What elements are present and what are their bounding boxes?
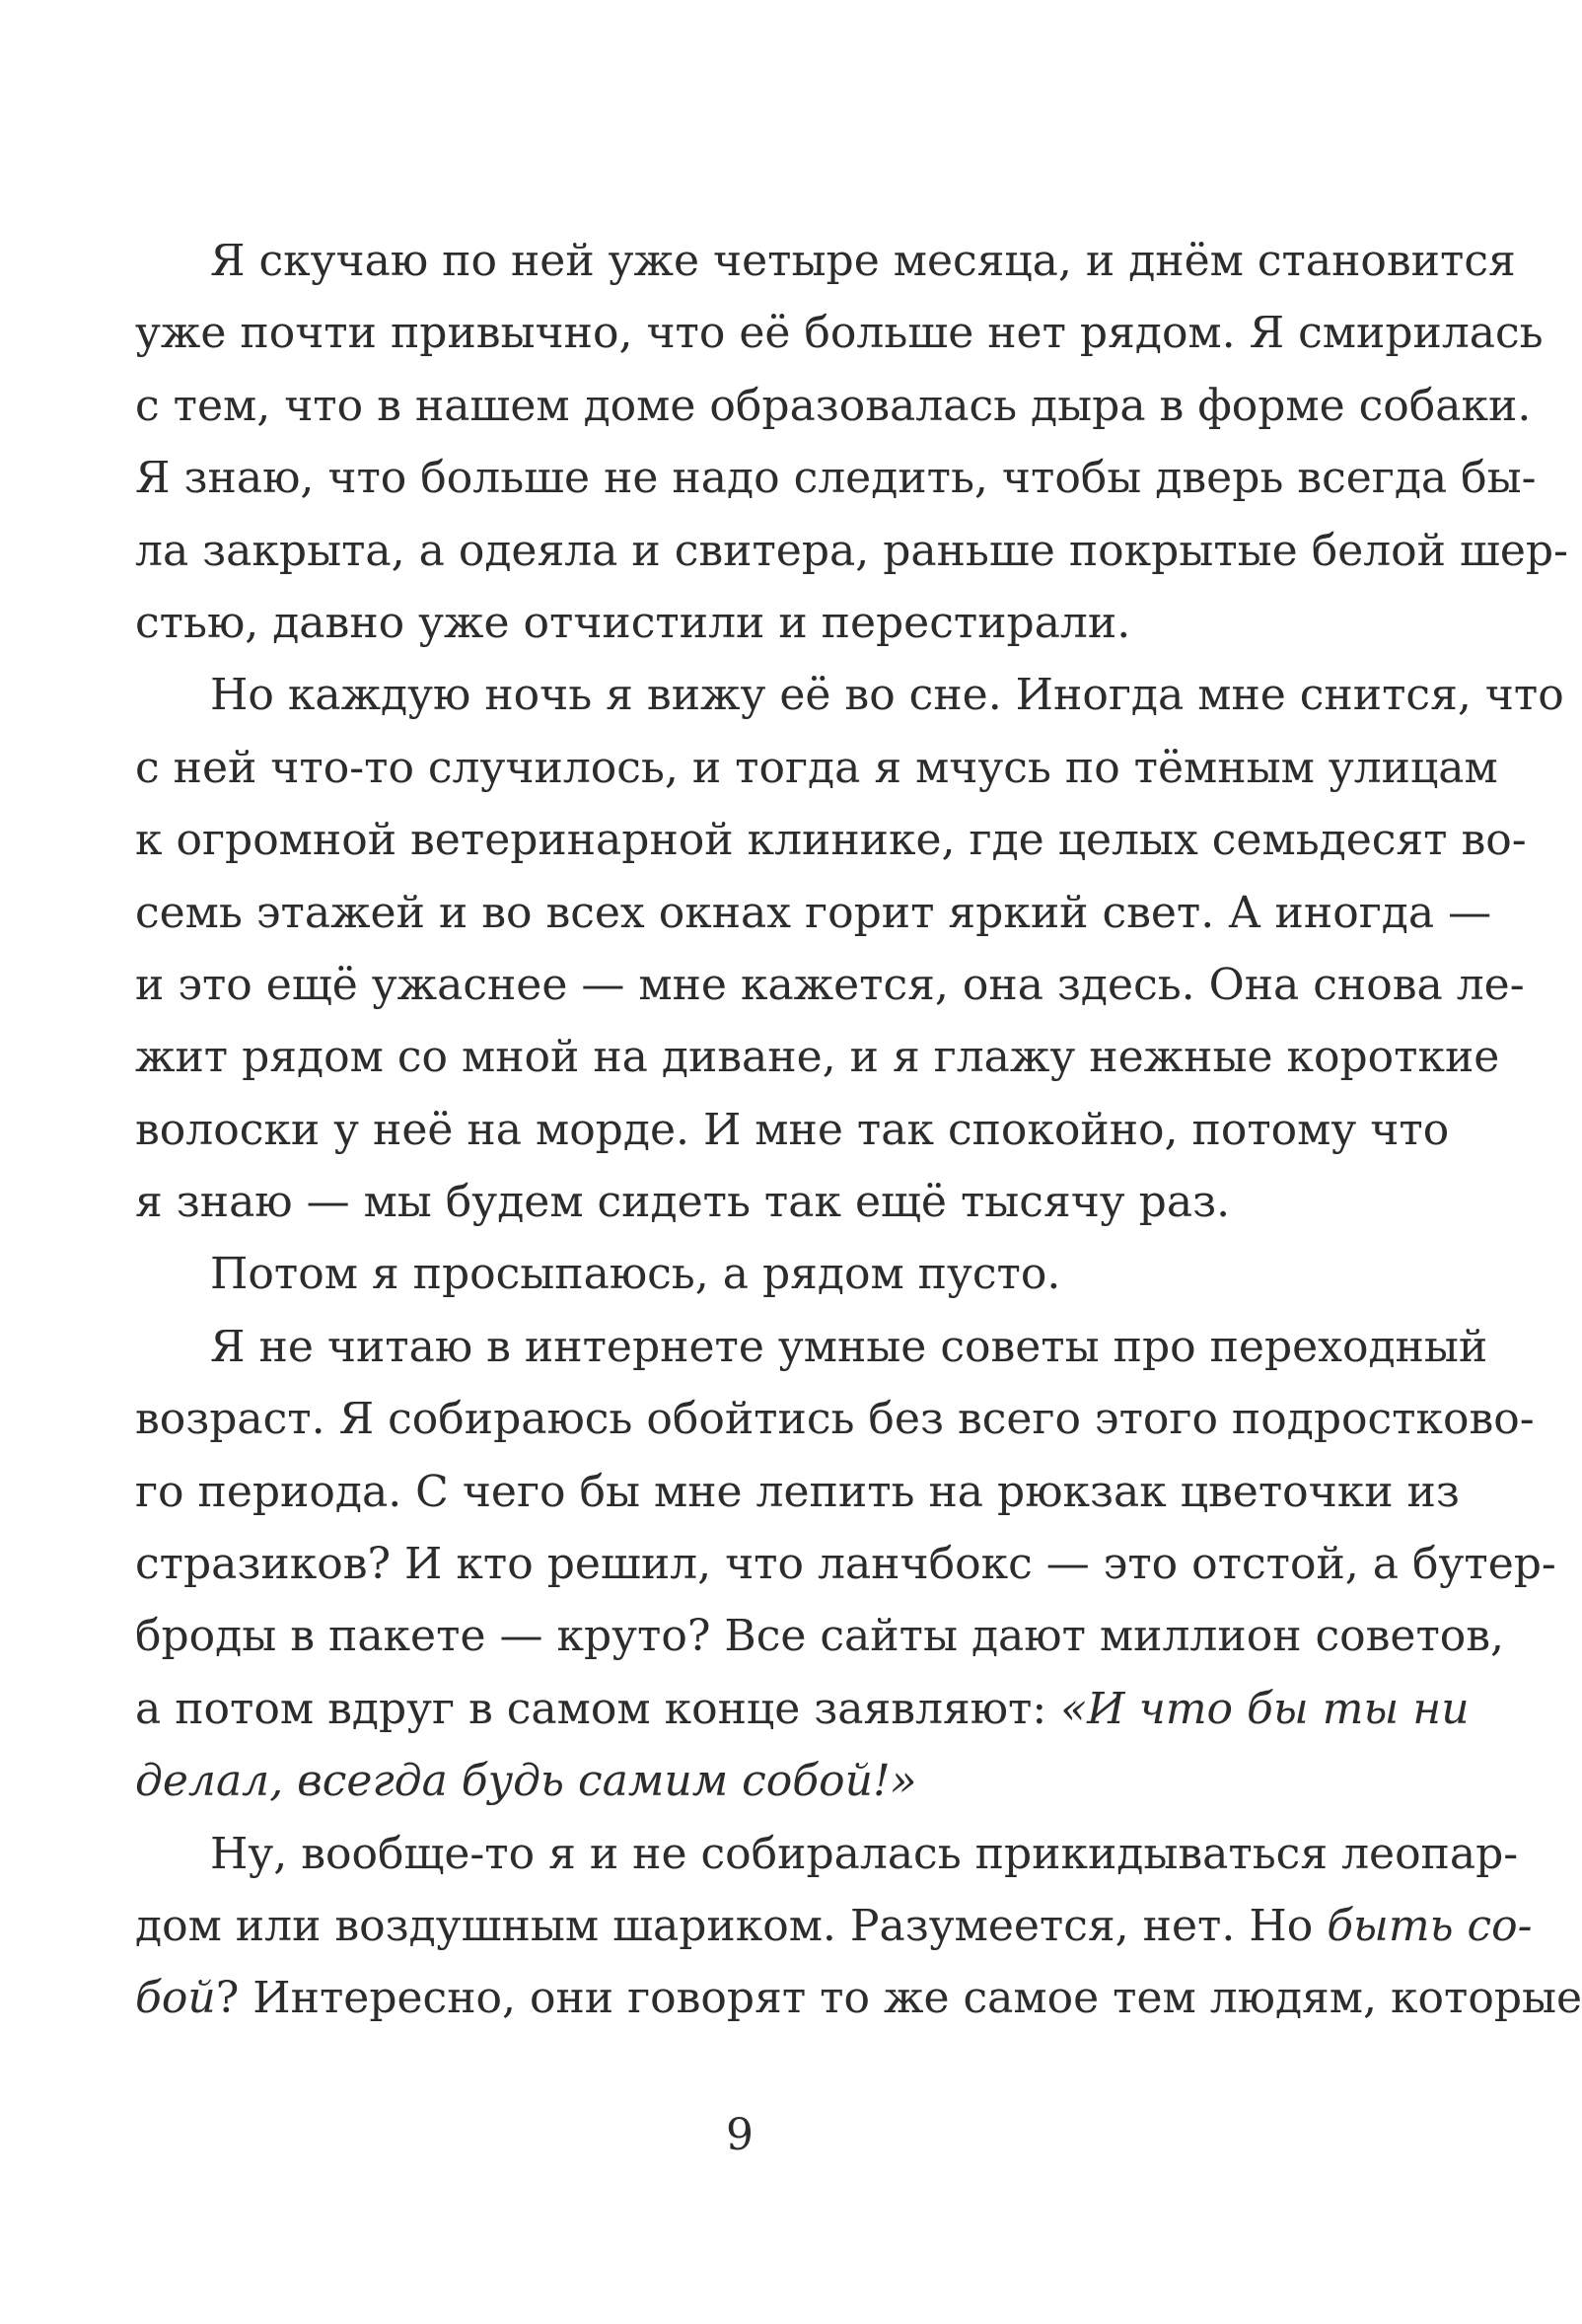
text-segment: Но каждую ночь я вижу её во сне. Иногда мне снится, что	[210, 670, 1564, 721]
text-segment: ? Интересно, они говорят то же самое тем людям, которые	[215, 1973, 1582, 2024]
text-line	[135, 370, 1532, 442]
text-line	[135, 949, 1525, 1021]
text-segment: стью, давно уже отчистили и перестирали.	[135, 597, 1131, 648]
text-segment: стразиков? И кто решил, что ланчбокс — это отстой, а бутер-	[135, 1539, 1556, 1590]
text-segment: а потом вдруг в самом конце заявляют:	[135, 1683, 1061, 1734]
text-segment: семь этажей и во всех окнах горит яркий свет. А иногда —	[135, 887, 1492, 938]
text-line	[135, 1094, 1450, 1166]
text-line	[135, 1745, 1429, 1817]
text-segment: я знаю — мы будем сидеть так ещё тысячу раз.	[135, 1177, 1231, 1228]
text-segment: жит рядом со мной на диване, и я глажу нежные короткие	[135, 1032, 1500, 1083]
text-line	[135, 1021, 1500, 1093]
text-line	[135, 732, 1498, 804]
italic-segment: делал, всегда будь самим собой!»	[135, 1756, 917, 1807]
text-line	[135, 1383, 1535, 1455]
text-segment: Я знаю, что больше не надо следить, чтобы дверь всегда бы-	[135, 453, 1537, 504]
page-text	[135, 225, 1582, 2035]
text-segment: броды в пакете — круто? Все сайты дают миллион советов,	[135, 1611, 1505, 1662]
text-line	[135, 1456, 1460, 1528]
text-segment: волоски у неё на морде. И мне так спокойно, потому что	[135, 1104, 1450, 1155]
text-line	[135, 442, 1537, 514]
text-line	[135, 1311, 1488, 1383]
text-line	[135, 1166, 1429, 1238]
text-line	[135, 297, 1544, 369]
text-line	[135, 1528, 1556, 1600]
text-line	[135, 587, 1429, 659]
text-line	[135, 1238, 1429, 1310]
italic-segment: «И что бы ты ни	[1060, 1683, 1470, 1734]
text-segment: Потом я просыпаюсь, а рядом пусто.	[210, 1249, 1061, 1300]
text-line	[135, 659, 1564, 731]
text-segment: возраст. Я собираюсь обойтись без всего этого подростково-	[135, 1394, 1535, 1445]
text-segment: Ну, вообще-то я и не собиралась прикидываться леопар-	[210, 1828, 1519, 1879]
text-line	[135, 1673, 1470, 1745]
text-segment: с тем, что в нашем доме образовалась дыра в форме собаки.	[135, 380, 1532, 431]
text-line	[135, 515, 1568, 587]
text-segment: Я не читаю в интернете умные советы про переходный	[210, 1321, 1488, 1372]
text-segment: ла закрыта, а одеяла и свитера, раньше покрытые белой шер-	[135, 525, 1568, 576]
text-line	[135, 877, 1492, 949]
text-segment: и это ещё ужаснее — мне кажется, она здесь. Она снова ле-	[135, 959, 1525, 1010]
text-line	[135, 1962, 1582, 2034]
italic-segment: быть со-	[1327, 1900, 1533, 1951]
text-segment: к огромной ветеринарной клинике, где целых семьдесят во-	[135, 815, 1527, 866]
text-segment: уже почти привычно, что её больше нет рядом. Я смирилась	[135, 308, 1544, 359]
text-line	[135, 225, 1516, 297]
text-line	[135, 804, 1527, 876]
page-number: 9	[726, 2110, 754, 2160]
text-segment: дом или воздушным шариком. Разумеется, нет. Но	[135, 1900, 1328, 1951]
text-line	[135, 1600, 1505, 1672]
text-line	[135, 1890, 1533, 1962]
text-line	[135, 1818, 1519, 1890]
text-segment: с ней что-то случилось, и тогда я мчусь по тёмным улицам	[135, 742, 1498, 793]
text-segment: го периода. С чего бы мне лепить на рюкзак цветочки из	[135, 1466, 1460, 1517]
text-segment: Я скучаю по ней уже четыре месяца, и днём становится	[210, 236, 1516, 286]
italic-segment: бой	[135, 1973, 216, 2024]
